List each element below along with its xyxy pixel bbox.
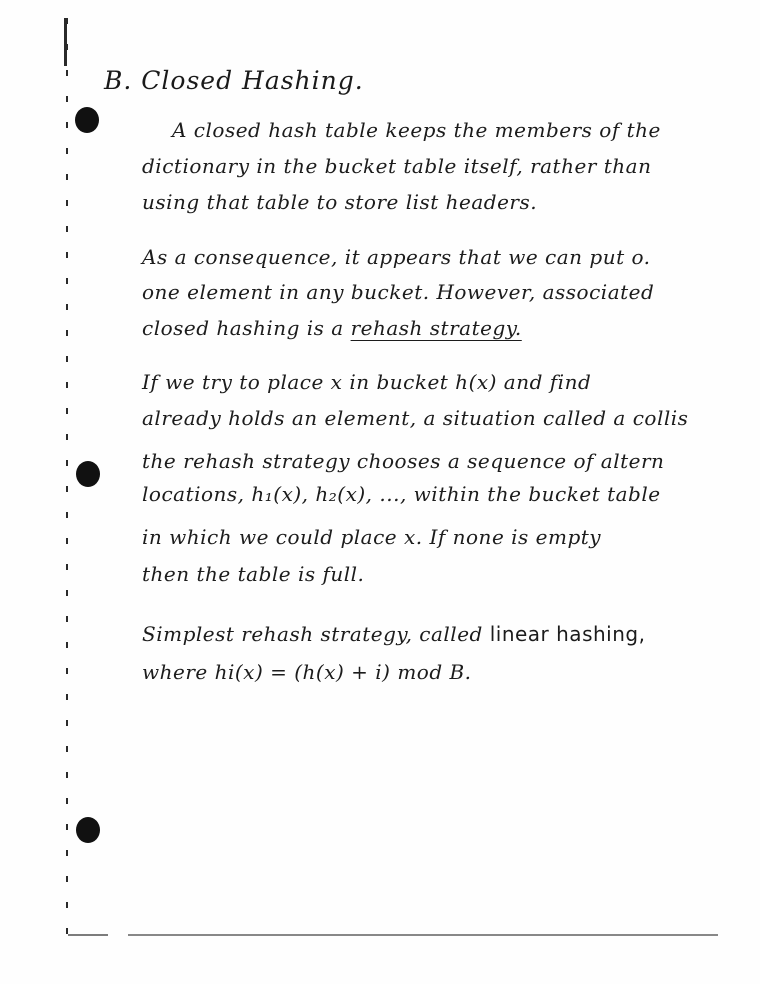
linear-hashing-term: linear hashing, — [489, 622, 646, 646]
margin-binding-line — [66, 18, 68, 938]
rehash-strategy-underlined: rehash strategy. — [350, 316, 522, 340]
p2-line-1: As a consequence, it appears that we can put o. — [142, 245, 651, 269]
p2-line-2: one element in any bucket. However, associated — [142, 280, 655, 304]
p3-line-5: in which we could place x. If none is empty — [142, 525, 602, 549]
p1-line-3: using that table to store list headers. — [142, 190, 538, 214]
punch-hole-middle — [76, 461, 100, 487]
section-title: B. Closed Hashing. — [104, 66, 364, 95]
p4-line-1 — [142, 622, 645, 646]
p4-line-2: where hi(x) = (h(x) + i) mod B. — [142, 660, 472, 684]
p1-line-1: A closed hash table keeps the members of the — [172, 118, 661, 142]
p3-line-3: the rehash strategy chooses a sequence of altern — [142, 449, 665, 473]
p3-line-4: locations, h₁(x), h₂(x), ..., within the bucket table — [142, 482, 661, 506]
p4-line-1-prefix: Simplest rehash strategy, called — [142, 622, 483, 646]
page-bottom-edge — [68, 934, 718, 936]
p3-line-2: already holds an element, a situation called a collis — [142, 406, 689, 430]
punch-hole-bottom — [76, 817, 100, 843]
p1-line-2: dictionary in the bucket table itself, rather than — [142, 154, 652, 178]
p2-line-3-prefix: closed hashing is a — [142, 316, 344, 340]
p3-line-6: then the table is full. — [142, 562, 365, 586]
p2-line-3 — [142, 316, 522, 340]
p3-line-1: If we try to place x in bucket h(x) and find — [142, 370, 592, 394]
punch-hole-top — [75, 107, 99, 133]
